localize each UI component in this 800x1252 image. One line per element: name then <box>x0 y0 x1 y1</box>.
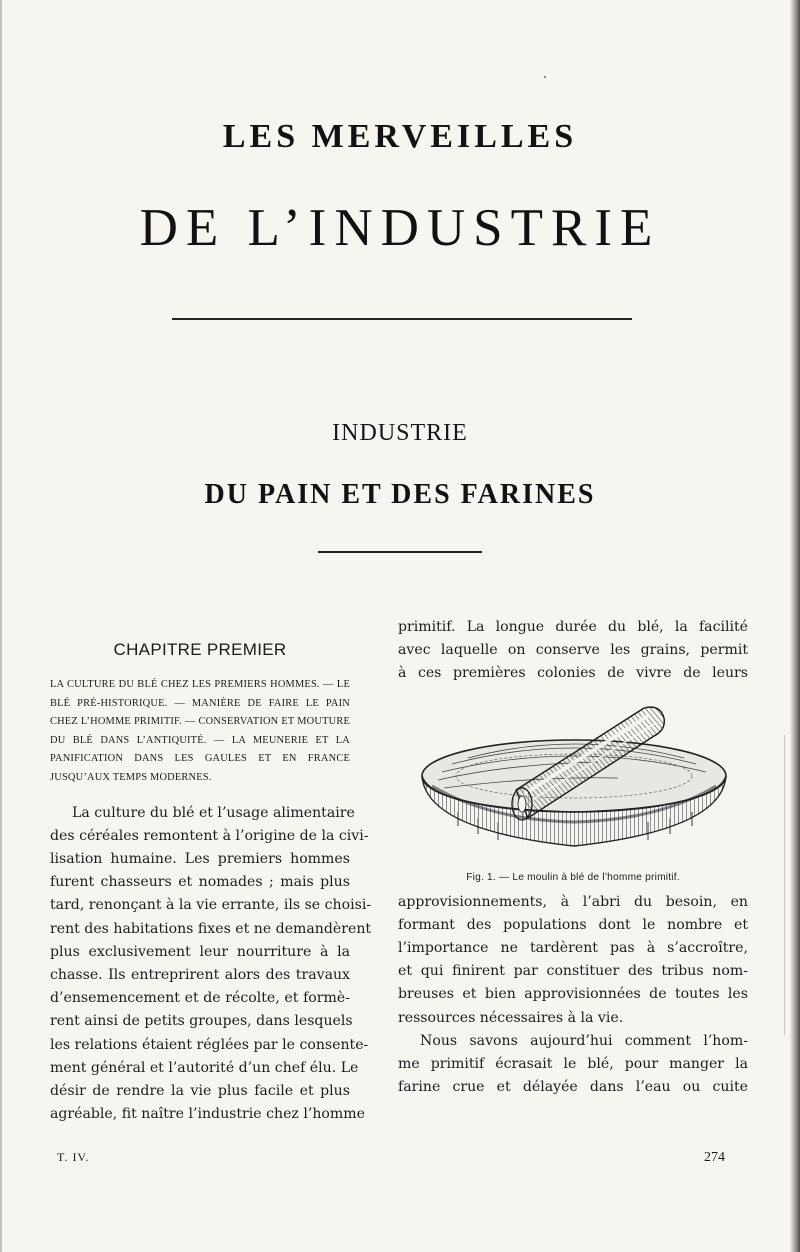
body-line: tard, renonçant à la vie errante, ils se choisi- <box>50 897 372 914</box>
chapter-heading: CHAPITRE PREMIER <box>113 640 287 659</box>
page-right-edge-shadow <box>790 0 800 1252</box>
body-line: et qui finirent par constituer des tribus nom- <box>398 963 748 980</box>
body-line: La culture du blé et l’usage alimentaire <box>72 804 355 821</box>
body-line: me primitif écrasait le blé, pour manger la <box>398 1056 748 1073</box>
body-line: primitif. La longue durée du blé, la facilité <box>398 619 748 635</box>
subtitle-rule <box>318 551 482 553</box>
body-line: désir de rendre la vie plus facile et plus <box>50 1083 350 1099</box>
right-body-paragraph-bottom <box>398 891 748 1100</box>
body-line: d’ensemencement et de récolte, et formè- <box>50 990 350 1007</box>
page-left-edge <box>0 0 2 1252</box>
figure-caption: Fig. 1. — Le moulin à blé de l’homme primitif. <box>466 871 680 883</box>
body-line: formant des populations dont le nombre et <box>398 916 748 933</box>
body-line: chasse. Ils entreprirent alors des travaux <box>50 966 350 983</box>
body-line: ressources nécessaires à la vie. <box>398 1009 624 1026</box>
body-line: ment général et l’autorité d’un chef élu. Le <box>50 1059 359 1076</box>
page-number: 274 <box>704 1150 725 1165</box>
body-line: rent des habitations fixes et ne demandèrent <box>50 920 372 937</box>
body-line: Nous savons aujourd’hui comment l’hom- <box>420 1032 748 1049</box>
body-line: à ces premières colonies de vivre de leurs <box>398 665 748 682</box>
body-line: les relations étaient réglées par le consente- <box>50 1036 369 1053</box>
body-line: l’importance ne tardèrent pas à s’accroître, <box>398 940 748 957</box>
footer-signature: T. IV. <box>57 1150 90 1164</box>
body-line: approvisionnements, à l’abri du besoin, en <box>398 893 748 910</box>
fold-line <box>784 735 785 1035</box>
body-line: lisation humaine. Les premiers hommes <box>50 850 350 867</box>
body-line: avec laquelle on conserve les grains, permit <box>398 642 748 659</box>
figure-primitive-mill <box>398 694 748 866</box>
body-line: rent ainsi de petits groupes, dans lesquels <box>50 1013 353 1030</box>
paper-speck <box>544 76 546 78</box>
left-body-paragraph <box>50 802 372 1127</box>
book-title: DE L’INDUSTRIE <box>139 199 661 257</box>
body-line: furent chasseurs et nomades ; mais plus <box>50 874 350 891</box>
right-column <box>398 616 748 1099</box>
section-subtitle-line1: INDUSTRIE <box>332 420 468 446</box>
primitive-mill-illustration <box>398 694 748 866</box>
series-title: LES MERVEILLES <box>222 118 578 155</box>
left-column <box>50 640 372 1126</box>
right-body-paragraph-top <box>398 616 748 686</box>
body-line: agréable, fit naître l’industrie chez l’homme <box>50 1106 365 1123</box>
body-line: plus exclusivement leur nourriture à la <box>50 943 350 960</box>
body-line: des céréales remontent à l’origine de la civi- <box>50 827 369 844</box>
chapter-summary: LA CULTURE DU BLÉ CHEZ LES PREMIERS HOMMES. — LE BLÉ PRÉ-HISTORIQUE. — MANIÈRE DE FAIRE LE PAIN CHEZ L’HOMME PRIMITIF. — CONSERVATION ET MOUTURE DU BLÉ DANS L’ANTIQUITÉ. — LA MEUNERIE ET LA PANIFICATION DANS LES GAULES ET EN FRANCE JUSQU’AUX TEMPS MODERNES. <box>50 679 350 783</box>
title-rule <box>172 318 632 320</box>
body-line: breuses et bien approvisionnées de toutes les <box>398 986 748 1003</box>
body-line: farine crue et délayée dans l’eau ou cuite <box>398 1079 748 1096</box>
section-subtitle-line2: DU PAIN ET DES FARINES <box>204 479 596 510</box>
